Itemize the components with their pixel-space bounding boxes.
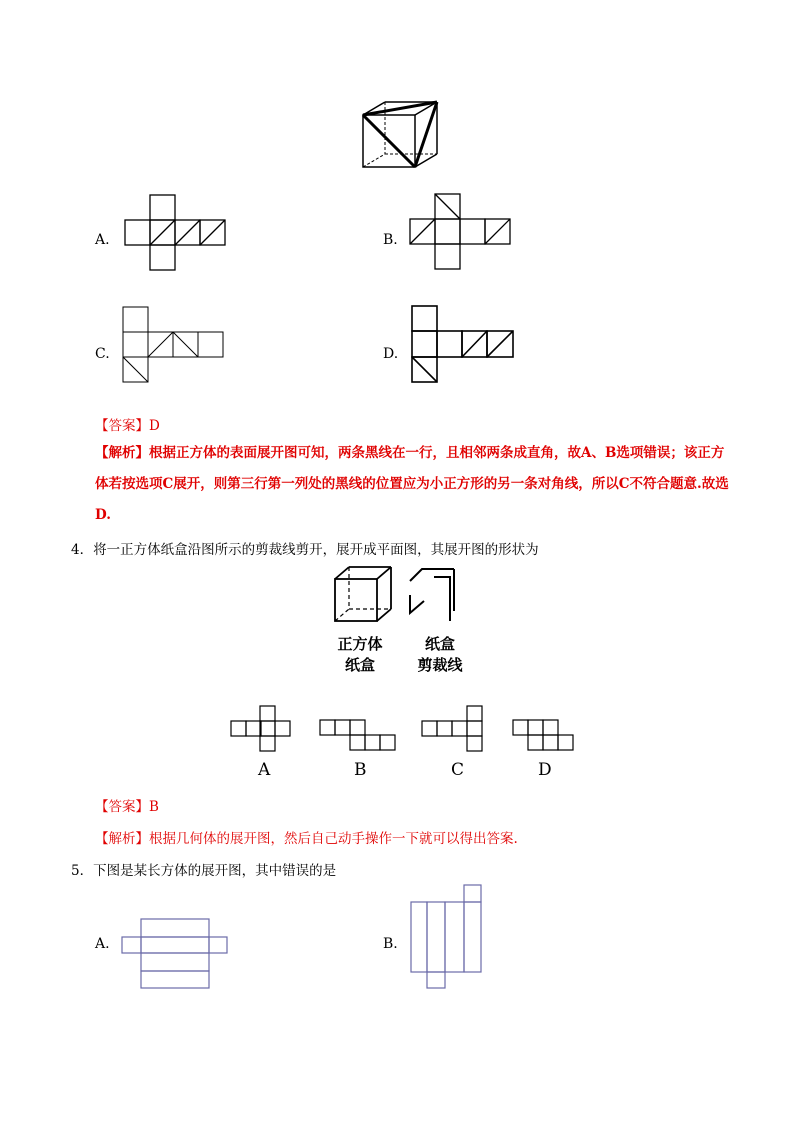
option-b-net [409,193,511,271]
q4-choice-c: C [451,760,465,780]
q3-answer [95,414,160,434]
q4-caption-right-line1: 纸盒 [424,635,455,653]
q4-cut-lines-figure [406,565,466,625]
option-c-label: C. [95,346,110,362]
option-d-net [411,305,515,384]
q4-caption-left-line2: 纸盒 [344,656,375,674]
q3-answer-tag: 【答案】 [95,418,149,434]
cube-with-diagonals-figure [358,100,448,170]
q3-explanation-tag: 【解析】 [95,445,149,461]
q4-choice-a: A [258,760,271,780]
option-a-label: A. [95,232,110,248]
q4-caption-right-line2: 剪裁线 [417,656,463,674]
option-c-net [122,306,224,384]
q5-option-a-label: A. [95,936,110,952]
q4-answer [95,795,159,815]
q4-answer-tag: 【答案】 [95,799,149,815]
q3-explanation-text: 根据正方体的表面展开图可知，两条黑线在一行，且相邻两条成直角，故A、B选项错误；该正方体若按选项C展开，则第三行第一列处的黑线的位置应为小正方形的另一条对角线，所以C不符合题意.故选D. [95,445,729,523]
q4-choice-nets [230,700,580,756]
option-b-label: B. [383,232,398,248]
q5-question-text: 5．下图是某长方体的展开图，其中错误的是 [71,863,337,879]
q4-choice-d: D [538,760,552,780]
q3-explanation [95,438,735,531]
q4-answer-value: B [149,799,159,815]
option-a-net [124,194,226,272]
q4-choice-b: B [354,760,367,780]
q5-option-b-net [410,884,484,990]
q4-cube-figure [333,565,393,625]
q4-caption-left-line1: 正方体 [337,635,383,653]
q4-caption-right [405,634,475,676]
option-d-label: D. [383,346,399,362]
q5-option-b-label: B. [383,936,398,952]
q3-answer-value: D [149,418,160,434]
q4-explanation-text: 根据几何体的展开图，然后自己动手操作一下就可以得出答案. [149,831,518,847]
q5-option-a-net [121,918,229,990]
q4-explanation [95,827,518,847]
q4-caption-left [325,634,395,676]
q4-explanation-tag: 【解析】 [95,831,149,847]
q4-question-text: 4．将一正方体纸盒沿图所示的剪裁线剪开，展开成平面图，其展开图的形状为 [71,542,539,558]
